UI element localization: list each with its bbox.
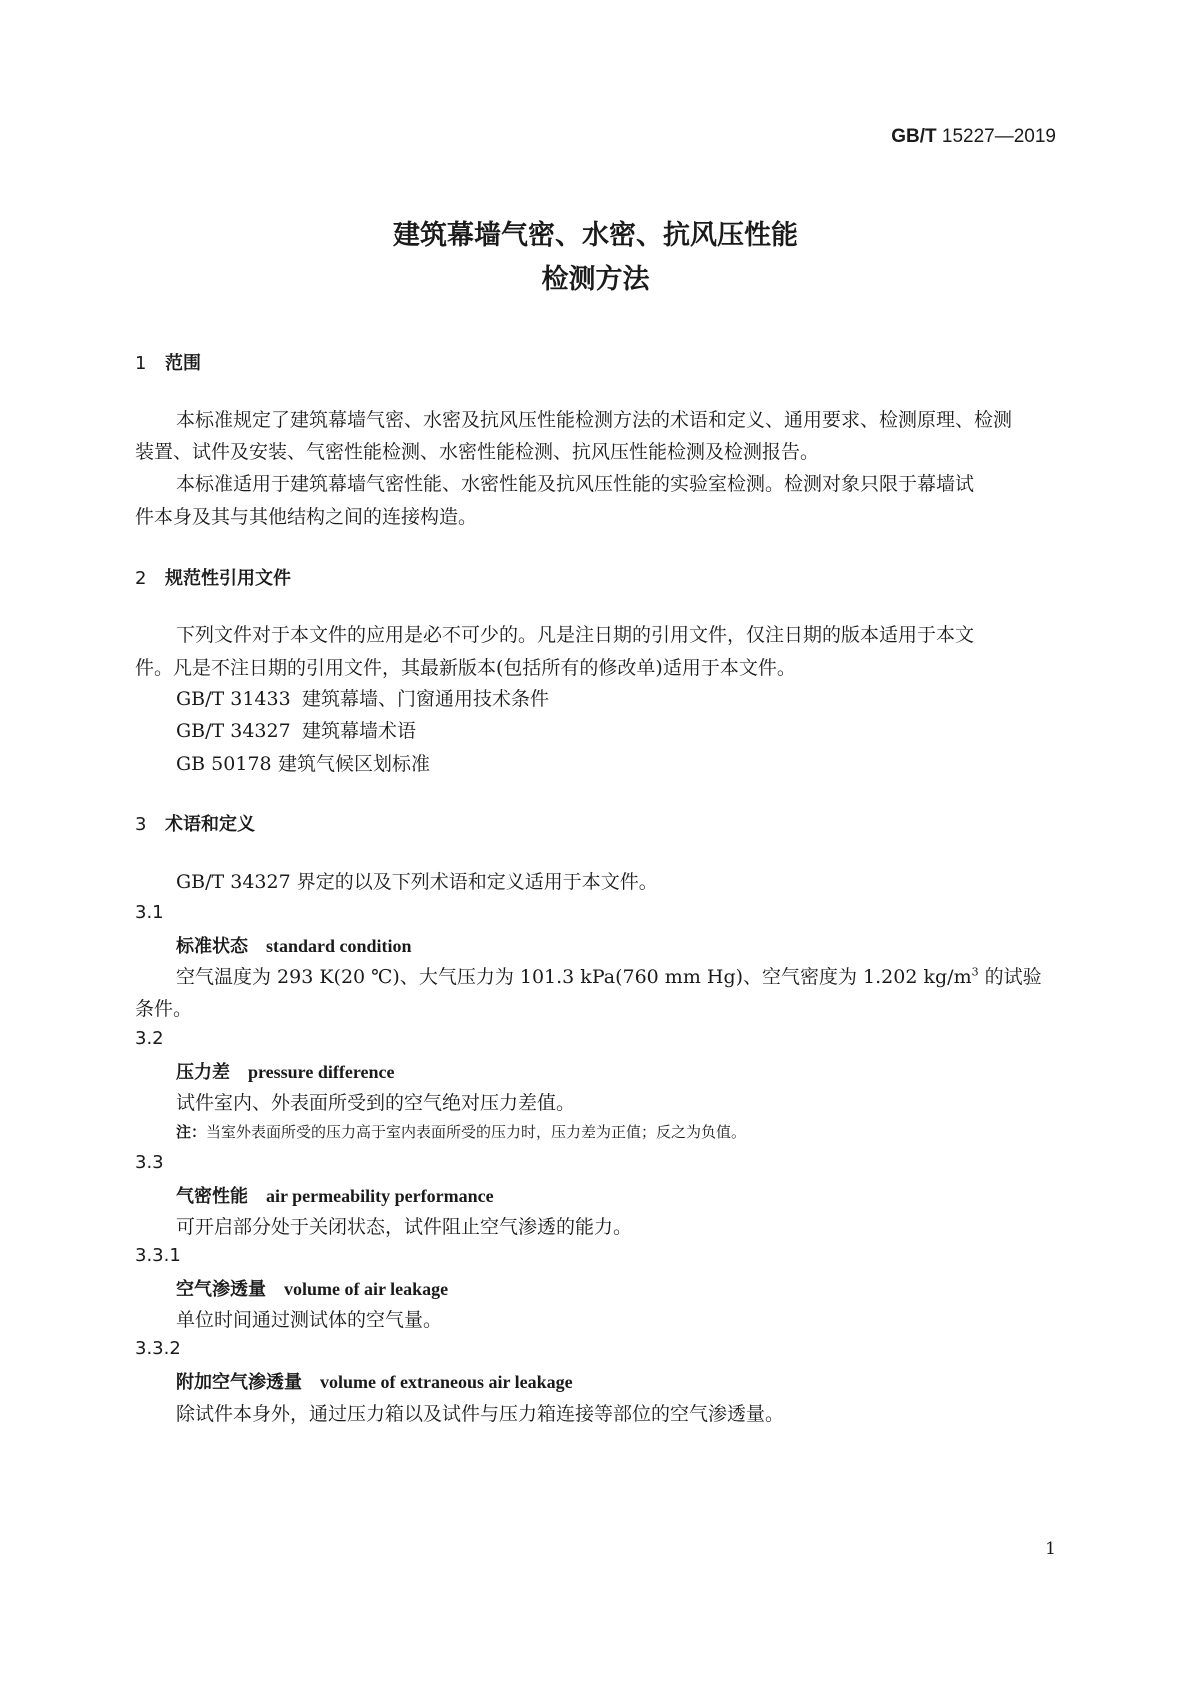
ref-code: GB/T 34327 bbox=[176, 720, 291, 742]
term-zh: 附加空气渗透量 bbox=[176, 1372, 302, 1393]
section-3-heading bbox=[135, 810, 255, 836]
section-1-para2-line2: 件本身及其与其他结构之间的连接构造。 bbox=[135, 506, 478, 528]
term-en: pressure difference bbox=[248, 1062, 395, 1082]
section-2-number: 2 bbox=[135, 568, 147, 589]
term-en: standard condition bbox=[266, 936, 412, 956]
section-2-para1-line2: 件。凡是不注日期的引用文件，其最新版本(包括所有的修改单)适用于本文件。 bbox=[135, 657, 796, 679]
page-number: 1 bbox=[1045, 1539, 1056, 1559]
term-definition: 试件室内、外表面所受到的空气绝对压力差值。 bbox=[176, 1092, 576, 1114]
term-zh: 压力差 bbox=[176, 1062, 230, 1083]
term-definition-cont: 条件。 bbox=[135, 998, 193, 1020]
clause-number: 3.3.2 bbox=[135, 1338, 181, 1359]
term-zh: 标准状态 bbox=[176, 936, 248, 957]
term-definition: 除试件本身外，通过压力箱以及试件与压力箱连接等部位的空气渗透量。 bbox=[176, 1403, 785, 1425]
term-en: air permeability performance bbox=[266, 1186, 494, 1206]
ref-code: GB 50178 bbox=[176, 753, 272, 775]
term-definition: 可开启部分处于关闭状态，试件阻止空气渗透的能力。 bbox=[176, 1216, 633, 1238]
definition-text-tail: 的试验 bbox=[978, 966, 1042, 988]
ref-title: 建筑气候区划标准 bbox=[278, 753, 431, 775]
standard-number: 15227—2019 bbox=[941, 126, 1056, 147]
normative-ref-3 bbox=[176, 749, 430, 776]
document-title-line1: 建筑幕墙气密、水密、抗风压性能 bbox=[393, 220, 798, 251]
term-entry bbox=[176, 1182, 494, 1208]
section-1-para1-line2: 装置、试件及安装、气密性能检测、水密性能检测、抗风压性能检测及检测报告。 bbox=[135, 441, 820, 463]
standard-prefix: GB/T bbox=[891, 126, 937, 147]
term-definition: 单位时间通过测试体的空气量。 bbox=[176, 1309, 443, 1331]
term-definition bbox=[176, 962, 1042, 989]
document-title-line2: 检测方法 bbox=[541, 264, 650, 295]
term-en: volume of air leakage bbox=[284, 1279, 449, 1299]
section-1-para1-line1: 本标准规定了建筑幕墙气密、水密及抗风压性能检测方法的术语和定义、通用要求、检测原理、检测 bbox=[176, 409, 1013, 431]
term-entry bbox=[176, 1275, 448, 1301]
term-entry bbox=[176, 1058, 394, 1084]
standard-code bbox=[891, 126, 1056, 148]
section-1-heading bbox=[135, 349, 201, 375]
clause-number: 3.3 bbox=[135, 1152, 164, 1173]
ref-title: 建筑幕墙术语 bbox=[302, 720, 417, 742]
section-1-number: 1 bbox=[135, 353, 147, 374]
section-2-title: 规范性引用文件 bbox=[165, 568, 291, 589]
normative-ref-2 bbox=[176, 716, 416, 743]
definition-text: 空气温度为 293 K(20 ℃)、大气压力为 101.3 kPa(760 mm Hg)、空气密度为 1.202 kg/m bbox=[176, 966, 972, 988]
term-note bbox=[176, 1121, 746, 1142]
ref-code: GB/T 31433 bbox=[176, 688, 291, 710]
note-label: 注： bbox=[176, 1123, 207, 1141]
section-3-intro: GB/T 34327 界定的以及下列术语和定义适用于本文件。 bbox=[176, 871, 658, 893]
term-entry bbox=[176, 932, 412, 958]
normative-ref-1 bbox=[176, 684, 549, 711]
clause-number: 3.1 bbox=[135, 902, 164, 923]
section-1-title: 范围 bbox=[165, 353, 201, 374]
term-en: volume of extraneous air leakage bbox=[320, 1372, 573, 1392]
superscript: 3 bbox=[971, 965, 979, 979]
clause-number: 3.3.1 bbox=[135, 1245, 181, 1266]
section-3-number: 3 bbox=[135, 814, 147, 835]
section-2-heading bbox=[135, 564, 291, 590]
term-zh: 气密性能 bbox=[176, 1186, 248, 1207]
ref-title: 建筑幕墙、门窗通用技术条件 bbox=[302, 688, 550, 710]
term-zh: 空气渗透量 bbox=[176, 1279, 266, 1300]
section-1-para2-line1: 本标准适用于建筑幕墙气密性能、水密性能及抗风压性能的实验室检测。检测对象只限于幕墙试 bbox=[176, 473, 975, 495]
term-entry bbox=[176, 1368, 573, 1394]
section-3-title: 术语和定义 bbox=[165, 814, 255, 835]
clause-number: 3.2 bbox=[135, 1028, 164, 1049]
section-2-para1-line1: 下列文件对于本文件的应用是必不可少的。凡是注日期的引用文件，仅注日期的版本适用于本文 bbox=[176, 624, 975, 646]
note-text: 当室外表面所受的压力高于室内表面所受的压力时，压力差为正值；反之为负值。 bbox=[206, 1123, 747, 1141]
